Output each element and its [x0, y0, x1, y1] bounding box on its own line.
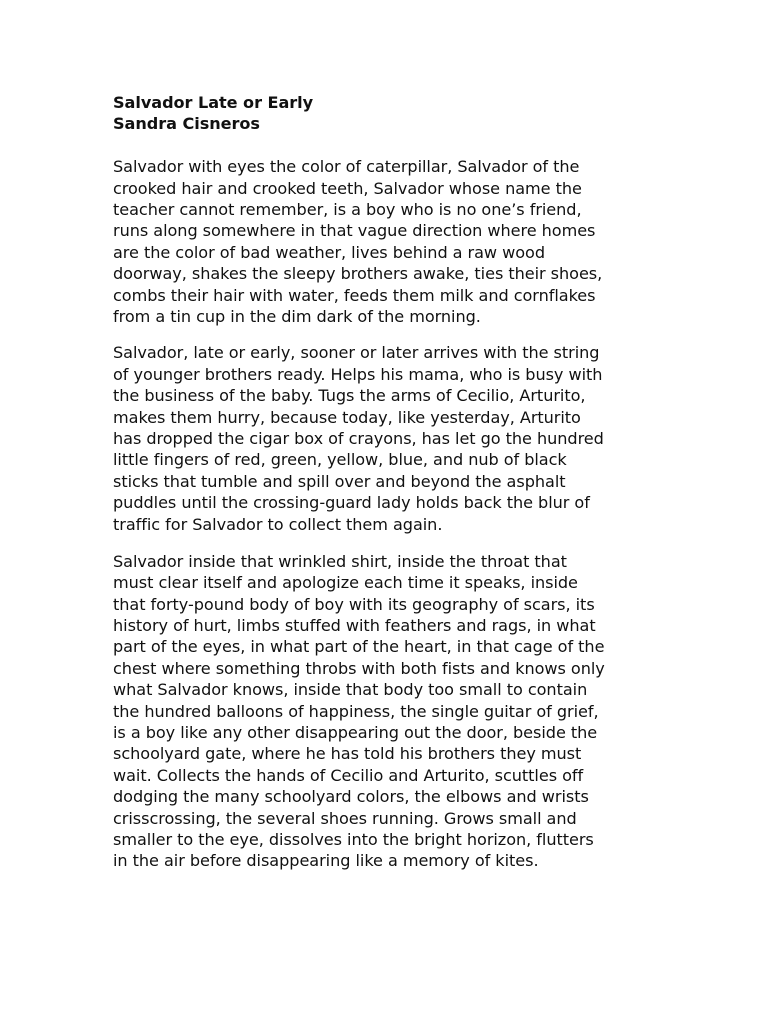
paragraph-line: makes them hurry, because today, like yesterday, Arturito	[113, 407, 581, 427]
paragraph-line: of younger brothers ready. Helps his mama, who is busy with	[113, 364, 603, 384]
paragraph-line: schoolyard gate, where he has told his brothers they must	[113, 744, 582, 764]
paragraph-line: history of hurt, limbs stuffed with feathers and rags, in what	[113, 615, 596, 635]
paragraph-line: wait. Collects the hands of Cecilio and Arturito, scuttles off	[113, 765, 584, 785]
paragraph-line: smaller to the eye, dissolves into the bright horizon, flutters	[113, 829, 594, 849]
paragraph-line: the business of the baby. Tugs the arms of Cecilio, Arturito,	[113, 386, 586, 406]
paragraph-line: chest where something throbs with both fists and knows only	[113, 658, 605, 678]
paragraph-line: Salvador inside that wrinkled shirt, inside the throat that	[113, 551, 567, 571]
paragraph-line: doorway, shakes the sleepy brothers awake, ties their shoes,	[113, 264, 603, 284]
paragraph-line: in the air before disappearing like a memory of kites.	[113, 851, 539, 871]
document-author: Sandra Cisneros	[113, 114, 260, 134]
paragraph-line: the hundred balloons of happiness, the single guitar of grief,	[113, 701, 599, 721]
paragraph-line: what Salvador knows, inside that body too small to contain	[113, 680, 588, 700]
paragraph-line: crisscrossing, the several shoes running. Grows small and	[113, 808, 577, 828]
paragraph-line: that forty-pound body of boy with its geography of scars, its	[113, 594, 595, 614]
paragraph-line: must clear itself and apologize each time it speaks, inside	[113, 573, 578, 593]
paragraph-line: puddles until the crossing-guard lady holds back the blur of	[113, 493, 590, 513]
paragraph-line: part of the eyes, in what part of the heart, in that cage of the	[113, 637, 605, 657]
document-title: Salvador Late or Early	[113, 93, 314, 112]
document-heading	[113, 92, 658, 135]
paragraph-line: teacher cannot remember, is a boy who is no one’s friend,	[113, 200, 582, 220]
paragraph-2	[113, 342, 658, 535]
paragraph-line: runs along somewhere in that vague direction where homes	[113, 221, 596, 241]
paragraph-line: dodging the many schoolyard colors, the elbows and wrists	[113, 787, 589, 807]
paragraph-line: Salvador with eyes the color of caterpillar, Salvador of the	[113, 157, 580, 177]
paragraph-line: combs their hair with water, feeds them milk and cornflakes	[113, 285, 596, 305]
paragraph-line: has dropped the cigar box of crayons, has let go the hundred	[113, 429, 604, 449]
paragraph-line: from a tin cup in the dim dark of the morning.	[113, 307, 481, 327]
paragraph-line: traffic for Salvador to collect them again.	[113, 514, 443, 534]
paragraph-1	[113, 156, 658, 327]
paragraph-3	[113, 551, 658, 872]
paragraph-line: crooked hair and crooked teeth, Salvador whose name the	[113, 178, 582, 198]
paragraph-line: are the color of bad weather, lives behind a raw wood	[113, 242, 545, 262]
paragraph-line: Salvador, late or early, sooner or later arrives with the string	[113, 343, 600, 363]
paragraph-line: little fingers of red, green, yellow, blue, and nub of black	[113, 450, 567, 470]
paragraph-line: is a boy like any other disappearing out the door, beside the	[113, 722, 598, 742]
document-content	[113, 92, 658, 887]
paragraph-line: sticks that tumble and spill over and beyond the asphalt	[113, 471, 566, 491]
